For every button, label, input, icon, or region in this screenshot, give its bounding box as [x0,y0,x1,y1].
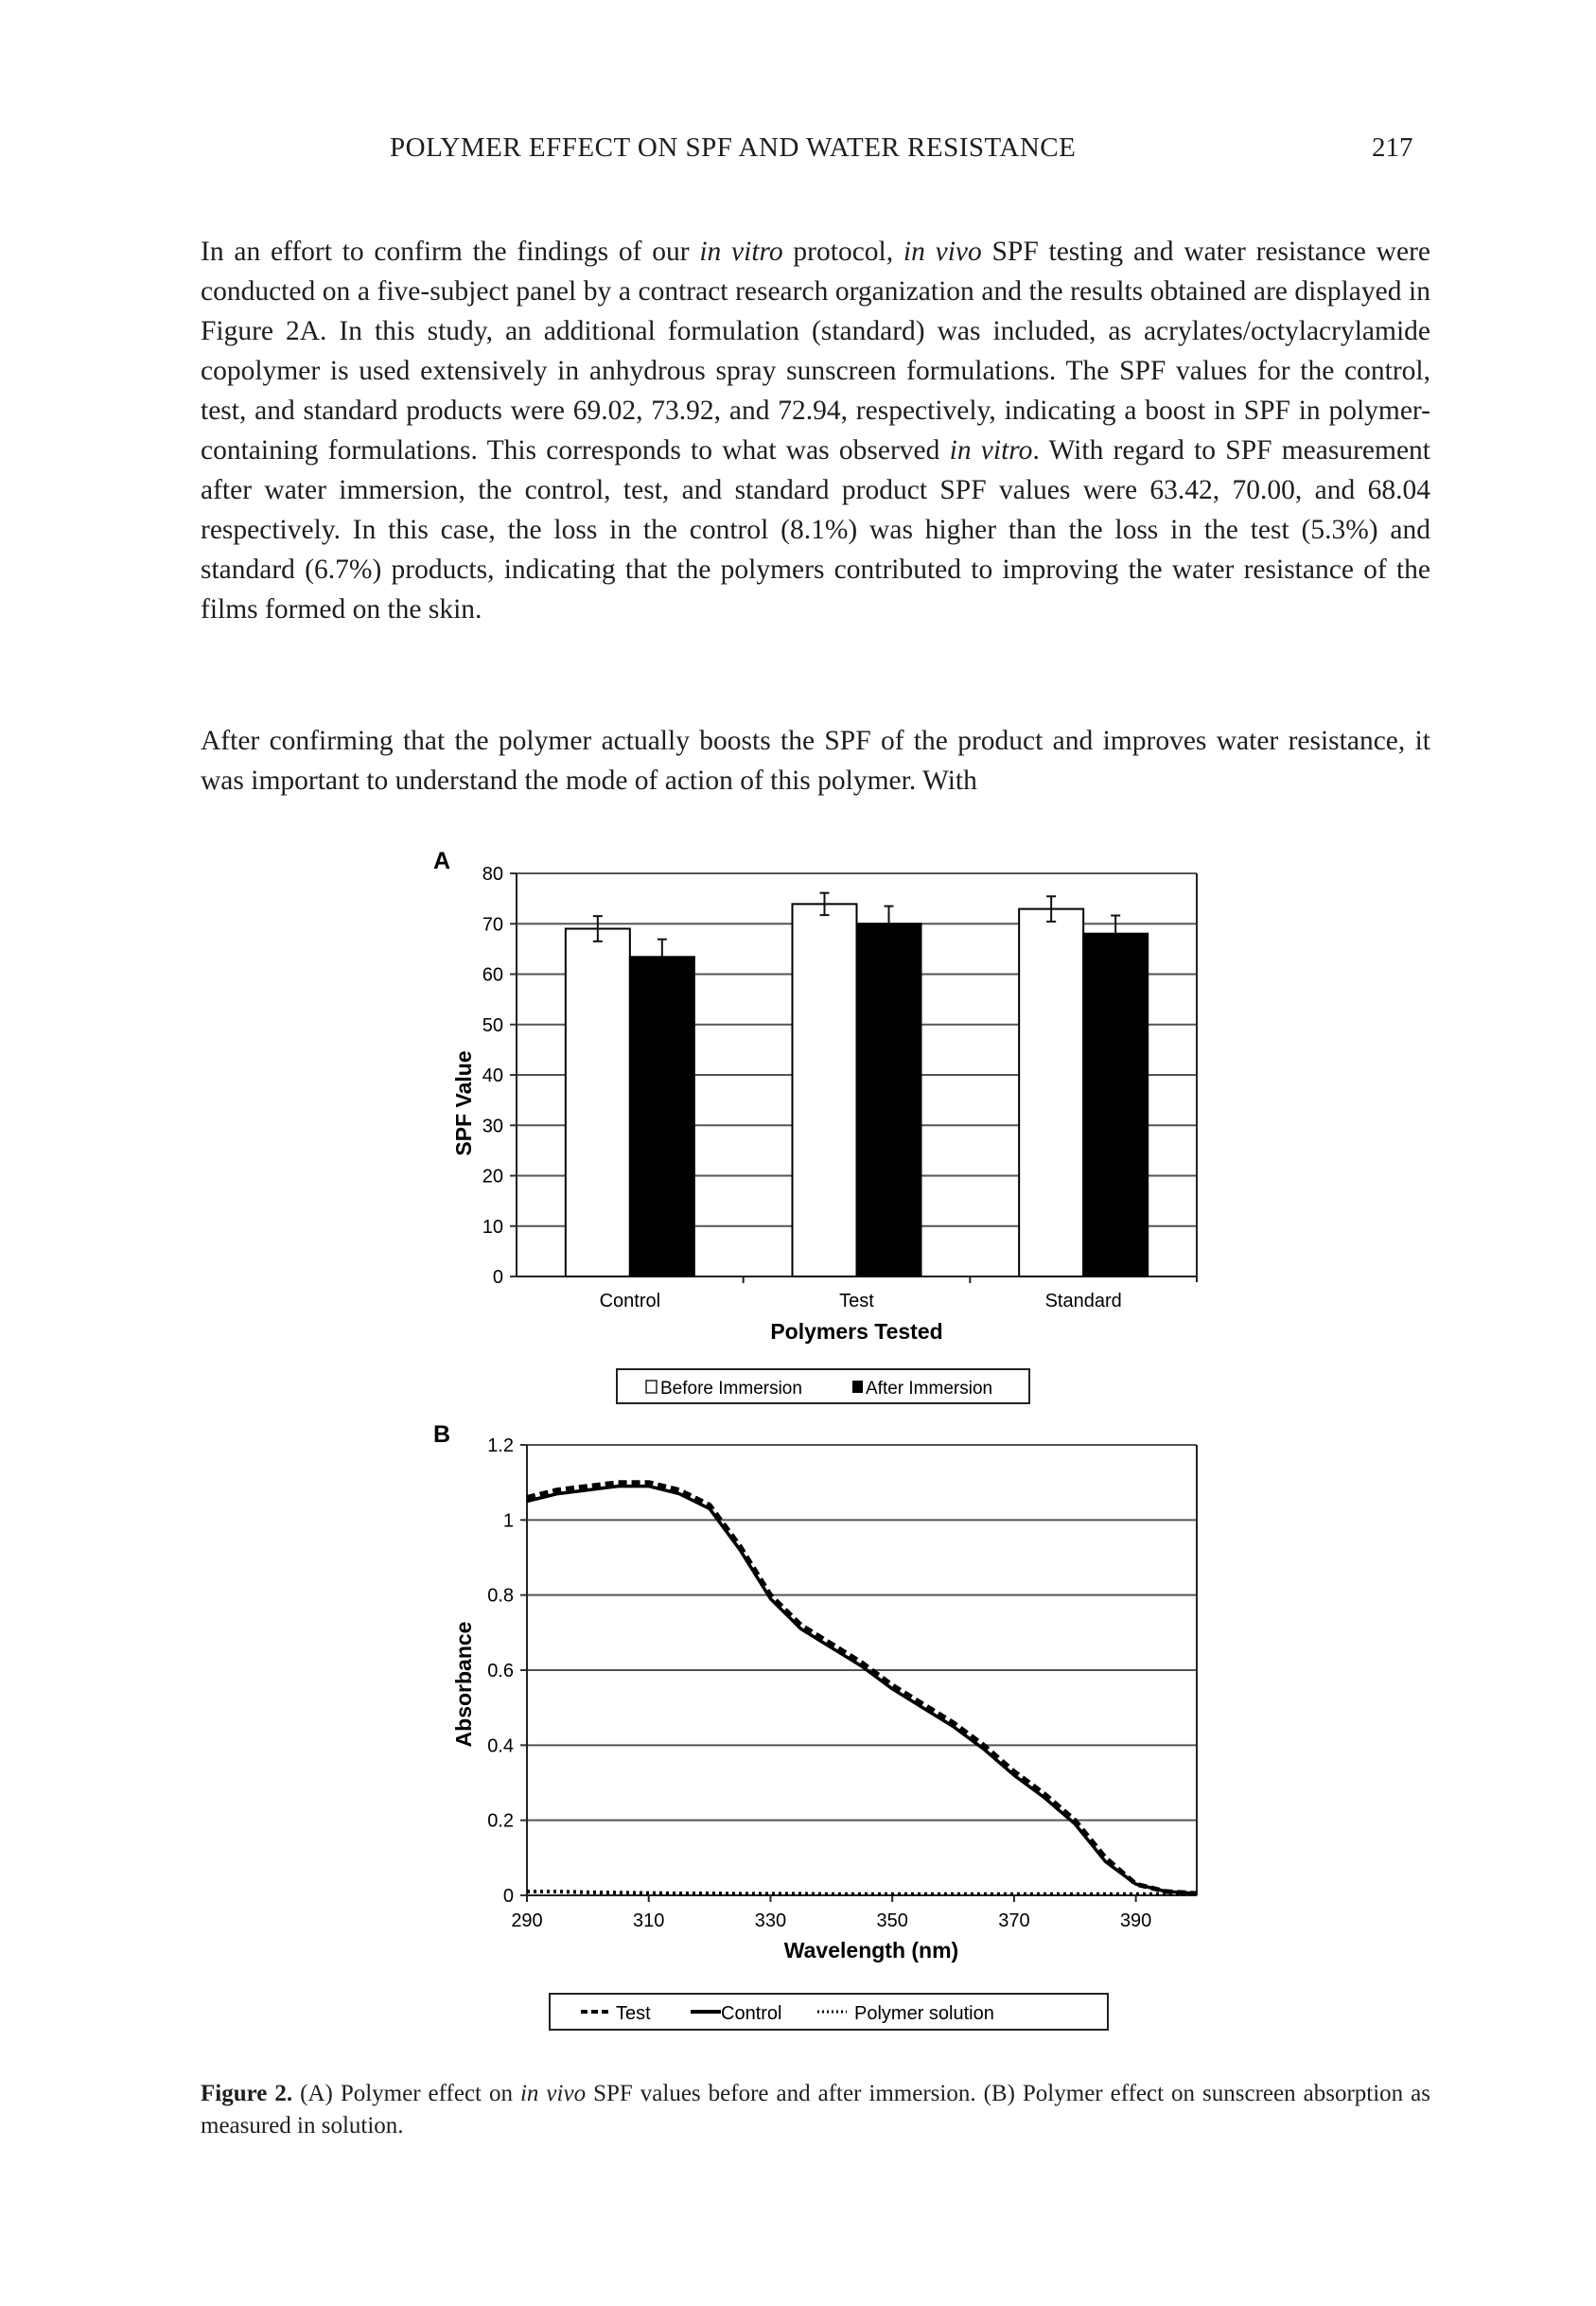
paragraph-2-text: After confirming that the polymer actually boosts the SPF of the product and improves water resistance, it was important to understand the mode of action of this polymer. With [201,726,1430,796]
caption-text: SPF values before and after immersion. (B) Polymer effect on sunscreen absorption as measured in solution. [201,2081,1430,2139]
x-category-label: Test [839,1291,874,1311]
y-tick-label: 60 [482,964,503,986]
y-tick-label: 0.2 [487,1810,514,1832]
panel-label-a: A [433,848,451,874]
text-run: SPF testing and water resistance were conducted on a five-subject panel by a contract research organization and the results obtained are displayed in Figure 2A. In this study, an additional formulation (standard) was included, as acrylates/octylacrylamide copolymer is used extensively in anhydrous spray sunscreen formulations. The SPF values for the control, test, and standard products were 69.02, 73.92, and 72.94, respectively, indicating a boost in SPF in polymer-containing formulations. This corresponds to what was observed [201,237,1430,466]
x-tick-label: 370 [998,1910,1030,1931]
legend-a [617,1369,1029,1403]
y-tick-label: 80 [482,864,503,885]
svg-text:After Immersion: After Immersion [866,1379,993,1399]
bar [630,957,694,1276]
series-line-test [527,1483,1197,1893]
y-tick-label: 0 [502,1886,514,1907]
x-tick-label: 390 [1119,1910,1152,1931]
x-category-label: Standard [1044,1291,1122,1311]
series-line-polymer-solution [527,1892,1197,1894]
italic-term: in vitro [699,237,783,267]
y-tick-label: 40 [482,1065,503,1086]
text-run: . With regard to SPF measurement after water immersion, the control, test, and standard product SPF values were 63.42, 70.00, and 68.04 respectively. In this case, the loss in the control (8.1%) was higher than the loss in the test (5.3%) and standard (6.7%) products, indicating that the polymers contributed to improving the water resistance of the films formed on the skin. [201,435,1430,625]
bar [1019,909,1083,1276]
svg-text:Before Immersion: Before Immersion [660,1379,802,1399]
y-tick-label: 20 [482,1166,503,1188]
italic-term: in vivo [903,237,982,267]
panel-label-b: B [433,1421,451,1448]
y-tick-label: 10 [482,1216,503,1238]
legend-b [550,1994,1108,2030]
page-number: 217 [1372,132,1413,163]
caption-label: Figure 2. [201,2081,293,2106]
y-tick-label: 1.2 [487,1435,514,1456]
y-tick-label: 0.8 [487,1585,514,1607]
y-tick-label: 0 [492,1267,503,1288]
svg-text:Control: Control [721,2003,782,2024]
svg-text:Polymer solution: Polymer solution [854,2003,994,2024]
x-axis-title: Polymers Tested [770,1319,943,1344]
chart-a-spf-bars [433,848,1197,1403]
x-category-label: Control [599,1291,661,1311]
x-tick-label: 330 [754,1910,787,1931]
y-tick-label: 0.4 [487,1735,514,1757]
caption-text: (A) Polymer effect on [292,2081,520,2106]
y-tick-label: 70 [482,914,503,936]
bar [1083,934,1148,1276]
italic-term: in vitro [949,435,1033,466]
y-tick-label: 50 [482,1014,503,1036]
x-tick-label: 290 [511,1910,543,1931]
y-axis-title: SPF Value [451,1050,476,1156]
bar [566,928,630,1276]
caption-italic: in vivo [519,2081,587,2106]
figure-caption [201,2078,1430,2142]
series-line-control [527,1487,1197,1893]
running-title: POLYMER EFFECT ON SPF AND WATER RESISTANCE [390,132,1077,163]
x-tick-label: 310 [633,1910,665,1931]
text-run: protocol, [782,237,903,267]
bar [793,904,857,1276]
chart-b-absorbance [433,1421,1197,2030]
y-tick-label: 30 [482,1116,503,1137]
x-tick-label: 350 [876,1910,908,1931]
svg-text:Test: Test [616,2003,651,2024]
y-tick-label: 1 [502,1510,514,1532]
bar [857,924,921,1276]
x-axis-title: Wavelength (nm) [783,1938,959,1963]
text-run: In an effort to confirm the findings of our [201,237,700,267]
y-axis-title: Absorbance [451,1621,476,1748]
y-tick-label: 0.6 [487,1661,514,1681]
